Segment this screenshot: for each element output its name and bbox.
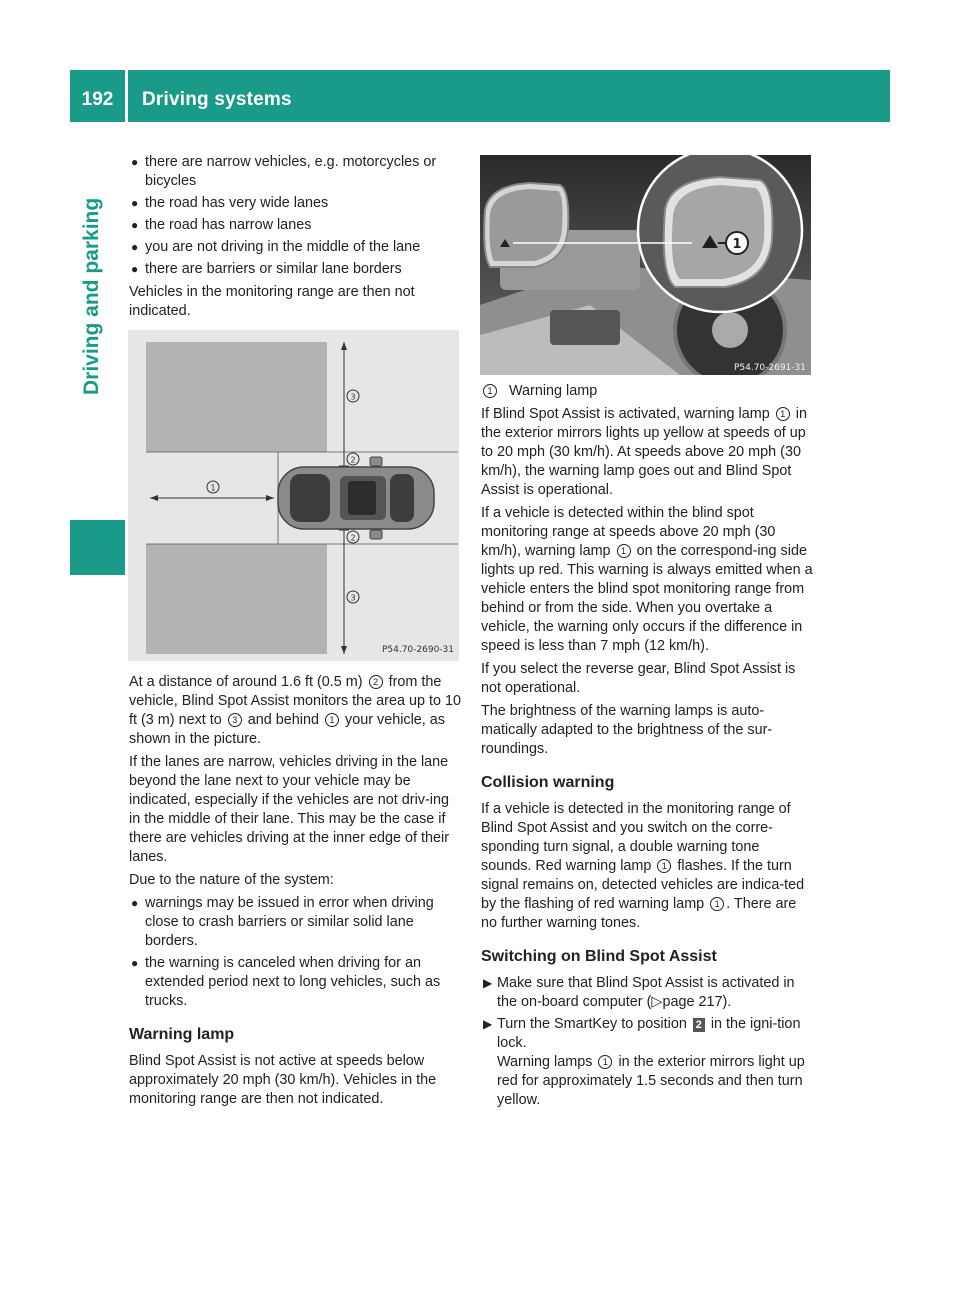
- callout-2: 2: [369, 675, 383, 689]
- list-item: ● warnings may be issued in error when driving close to crash barriers or similar solid lane borders.: [131, 895, 434, 949]
- header-divider: [125, 70, 128, 122]
- paragraph: If the lanes are narrow, vehicles driving in the lane beyond the lane next to your vehicle may be indicated, especially if the vehicles are not driv-ing in the middle of their lane. This may be the case if there are vehicles driving at the inner edge of their lanes.: [129, 754, 449, 865]
- callout-3: 3: [228, 713, 242, 727]
- paragraph: Blind Spot Assist is not active at speeds below approximately 20 mph (30 km/h). Vehicles in the monitoring range are then not indicated.: [129, 1053, 437, 1107]
- paragraph: Vehicles in the monitoring range are then not indicated.: [129, 284, 415, 319]
- figure2-code: P54.70-2691-31: [733, 363, 806, 373]
- paragraph: Due to the nature of the system:: [129, 872, 334, 888]
- figure1-label-2-top: 2: [350, 455, 356, 465]
- figure1-label-1: 1: [210, 483, 216, 493]
- section-title: Driving systems: [142, 89, 292, 110]
- heading-warning-lamp: Warning lamp: [129, 1026, 235, 1043]
- paragraph: At a distance of around 1.6 ft (0.5 m) 2 from the vehicle, Blind Spot Assist monitors the area up to 10 ft (3 m) next to 3 and behind 1 your vehicle, as shown in the picture.: [129, 674, 461, 747]
- figure1-label-3-bottom: 3: [350, 593, 356, 603]
- callout-1: 1: [776, 407, 790, 421]
- callout-1: 1: [598, 1055, 612, 1069]
- list-item: ● there are barriers or similar lane borders: [131, 261, 402, 277]
- figure2-label-1: 1: [732, 237, 742, 252]
- figure1-label-3-top: 3: [350, 392, 356, 402]
- monitoring-range-diagram: [128, 330, 459, 661]
- left-column: [129, 153, 461, 325]
- page-number: 192: [81, 89, 114, 110]
- heading-collision-warning: Collision warning: [481, 774, 615, 791]
- paragraph: If a vehicle is detected within the blind spot monitoring range at speeds above 20 mph (30 km/h), warning lamp 1 on the correspond-ing side lights up red. This warning is always emitted when a vehicle enters the blind spot monitoring range from behind or from the side. When you overtake a vehicle, the warning only occurs if the difference in speed is less than 7 mph (12 km/h).: [481, 505, 813, 654]
- monitoring-range-figure: [128, 330, 459, 661]
- callout-1: 1: [483, 384, 497, 398]
- figure1-label-2-bottom: 2: [350, 533, 356, 543]
- list-item: ● the warning is canceled when driving for an extended period next to long vehicles, such as trucks.: [131, 955, 441, 1009]
- list-item: ● there are narrow vehicles, e.g. motorcycles or bicycles: [131, 154, 437, 189]
- list-item: ● the road has narrow lanes: [131, 217, 312, 233]
- step-arrow-icon: ▶: [483, 1017, 493, 1031]
- key-position-icon: 2: [693, 1018, 705, 1032]
- side-tab-label: Driving and parking: [80, 197, 103, 395]
- paragraph: If Blind Spot Assist is activated, warning lamp 1 in the exterior mirrors lights up yellow at speeds of up to 20 mph (30 km/h). At speeds above 20 mph (30 km/h), the warning lamp goes out and Blind Spot Assist is operational.: [481, 406, 807, 498]
- figure1-code: P54.70-2690-31: [381, 645, 454, 655]
- mirror-photo: [480, 155, 811, 375]
- right-column: [481, 382, 813, 1114]
- heading-switching-on: Switching on Blind Spot Assist: [481, 948, 717, 965]
- list-item: ● the road has very wide lanes: [131, 195, 329, 211]
- step-item: ▶ Make sure that Blind Spot Assist is activated in the on-board computer (▷page 217).: [483, 975, 795, 1010]
- steps-list: [481, 974, 813, 1110]
- mirror-photo-figure: [480, 155, 811, 375]
- page-ref-icon: ▷: [651, 994, 663, 1010]
- left-column-lower: [129, 673, 461, 1113]
- side-tab-marker: [70, 520, 125, 575]
- figure-caption: 1 Warning lamp: [481, 382, 813, 401]
- paragraph: The brightness of the warning lamps is auto-matically adapted to the brightness of the sur-roundings.: [481, 703, 773, 757]
- step-item: ▶ Turn the SmartKey to position 2 in the igni-tion lock. Warning lamps 1 in the exterior mirrors light up red for approximately 1.5 seconds and then turn yellow.: [483, 1016, 805, 1108]
- conditions-list: [129, 153, 461, 279]
- callout-1: 1: [617, 544, 631, 558]
- limitations-list: [129, 894, 461, 1011]
- page-reference[interactable]: page 217).: [662, 994, 732, 1010]
- list-item: ● you are not driving in the middle of the lane: [131, 239, 421, 255]
- callout-1: 1: [657, 859, 671, 873]
- paragraph: If a vehicle is detected in the monitoring range of Blind Spot Assist and you switch on the corre-sponding turn signal, a double warning tone sounds. Red warning lamp 1 flashes. If the turn signal remains on, detected vehicles are indica-ted by the flashing of red warning lamp 1 . There are no further warning tones.: [481, 801, 805, 931]
- paragraph: If you select the reverse gear, Blind Spot Assist is not operational.: [481, 661, 796, 696]
- callout-1: 1: [325, 713, 339, 727]
- step-arrow-icon: ▶: [483, 976, 493, 990]
- callout-1: 1: [710, 897, 724, 911]
